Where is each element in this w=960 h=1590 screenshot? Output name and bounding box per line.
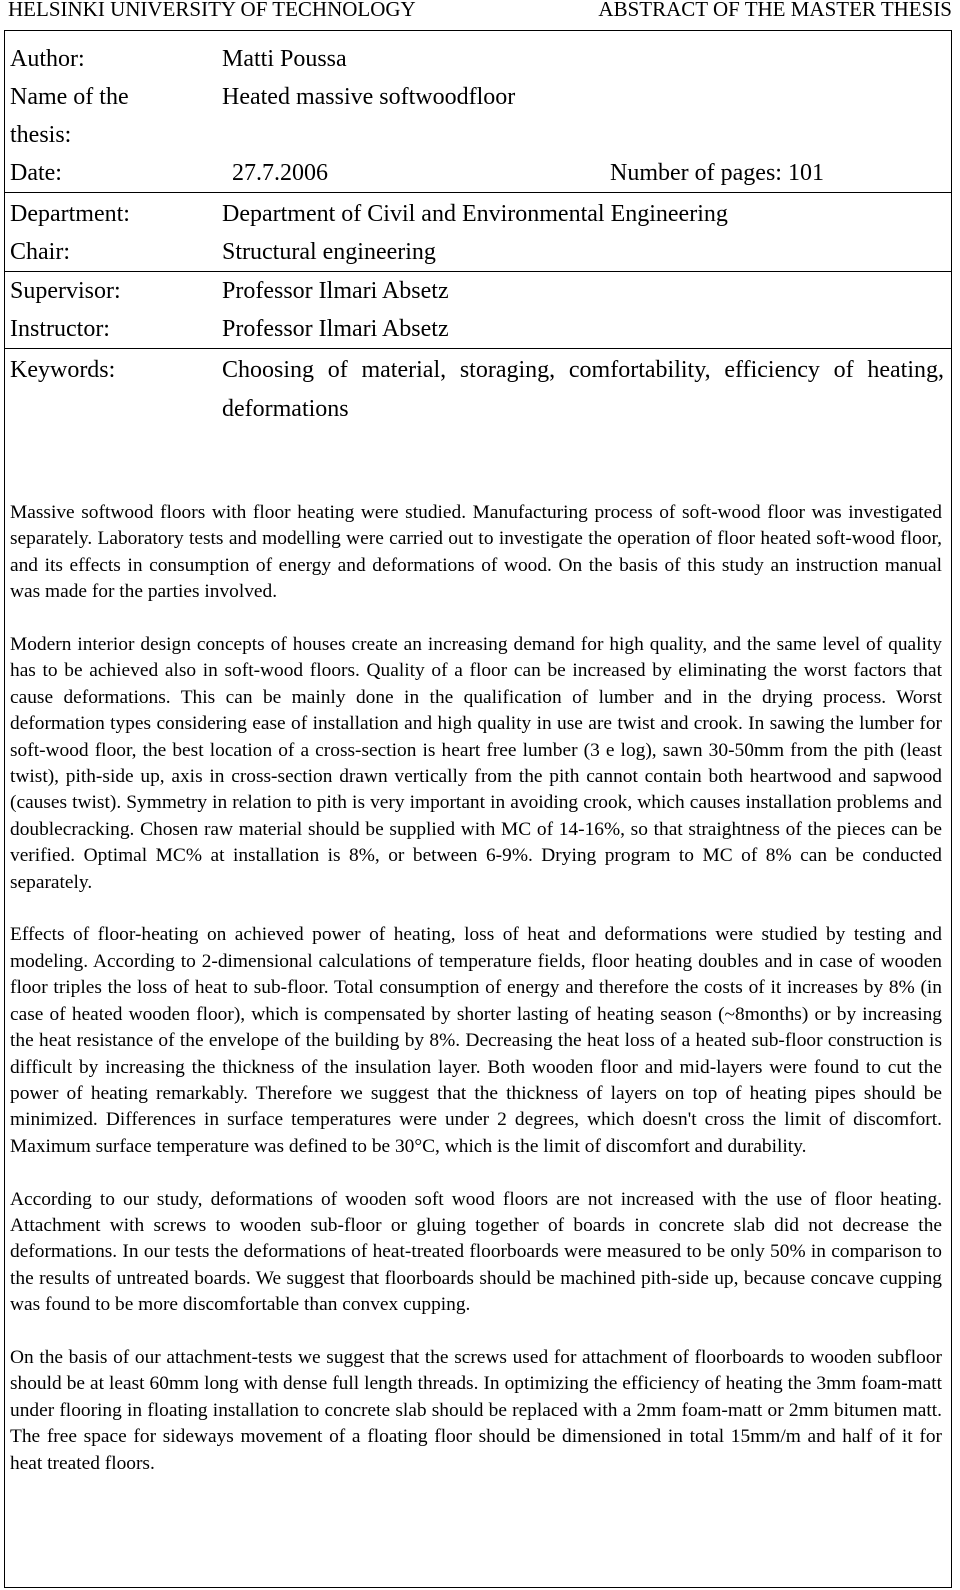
title-value: Heated massive softwoodfloor [222, 84, 516, 110]
keywords-label: Keywords: [10, 357, 116, 383]
instructor-label: Instructor: [10, 316, 110, 342]
title-row-cont [4, 116, 952, 154]
author-row [4, 40, 952, 78]
divider [4, 348, 952, 349]
chair-label: Chair: [10, 239, 70, 265]
date-value: 27.7.2006 [232, 160, 328, 186]
date-row [4, 154, 952, 192]
divider [4, 192, 952, 193]
title-label-cont: thesis: [10, 122, 72, 148]
abstract-paragraph: Massive softwood floors with floor heating were studied. Manufacturing process of soft-wood floor was investigated separately. Laboratory tests and modelling were carried out to investigate the operation of floor heated soft-wood floor, and its effects in consumption of energy and deformations of wood. On the basis of this study an instruction manual was made for the parties involved. [10, 502, 942, 603]
title-row [4, 78, 952, 116]
abstract-body [10, 500, 942, 1503]
keywords-row [4, 351, 952, 431]
keywords-value: Choosing of material, storaging, comfortability, efficiency of heating, deformations [222, 357, 944, 422]
department-row [4, 195, 952, 233]
author-label: Author: [10, 46, 85, 72]
thesis-metadata [4, 30, 952, 431]
supervisor-row [4, 272, 952, 310]
abstract-paragraph: Effects of floor-heating on achieved power of heating, loss of heat and deformations were studied by testing and modeling. According to 2-dimensional calculations of temperature fields, floor heating doubles and in case of wooden floor triples the loss of heat to sub-floor. Total consumption of energy and therefore the costs of it increases by 8% (in case of heated wooden floor), which is compensated by shorter lasting of heating season (~8months) or by increasing the heat resistance of the envelope of the building by 8%. Decreasing the heat loss of a heated sub-floor construction is difficult by increasing the thickness of the insulation layer. Both wooden floor and mid-layers were found to cut the power of heating remarkably. Therefore we suggest that the thickness of layers on top of heating pipes should be minimized. Differences in surface temperatures were under 2 degrees, which doesn't cross the limit of discomfort. Maximum surface temperature was defined to be 30°C, which is the limit of discomfort and durability. [10, 924, 942, 1157]
supervisor-value: Professor Ilmari Absetz [222, 278, 449, 304]
page-count: Number of pages: 101 [610, 160, 824, 186]
page-header [8, 0, 952, 24]
chair-row [4, 233, 952, 271]
abstract-paragraph: According to our study, deformations of wooden soft wood floors are not increased with the use of floor heating. Attachment with screws to wooden sub-floor or gluing together of boards in concrete slab did not decrease the deformations. In our tests the deformations of heat-treated floorboards were measured to be only 50% in comparison to the results of untreated boards. We suggest that floorboards should be machined pith-side up, because concave cupping was found to be more discomfortable than convex cupping. [10, 1188, 942, 1316]
department-label: Department: [10, 201, 130, 227]
supervisor-label: Supervisor: [10, 278, 121, 304]
abstract-paragraph: On the basis of our attachment-tests we suggest that the screws used for attachment of floorboards to wooden subfloor should be at least 60mm long with dense full length threads. In optimizing the efficiency of heating the 3mm foam-matt under flooring in floating installation to concrete slab should be replaced with a 2mm foam-matt or 2mm bitumen matt. The free space for sideways movement of a floating floor should be dimensioned in total 15mm/m and half of it for heat treated floors. [10, 1346, 942, 1474]
chair-value: Structural engineering [222, 239, 436, 265]
abstract-paragraph: Modern interior design concepts of houses create an increasing demand for high quality, and the same level of quality has to be achieved also in soft-wood floors. Quality of a floor can be increased by eliminating the worst factors that cause deformations. This can be mainly done in the qualification of lumber and in the drying process. Worst deformation types considering ease of installation and high quality in use are twist and crook. In sawing the lumber for soft-wood floor, the best location of a cross-section is heart free lumber (3 e log), sawn 30-50mm from the pith (least twist), pith-side up, axis in cross-section drawn vertically from the pith cannot contain both heartwood and sapwood (causes twist). Symmetry in relation to pith is very important in avoiding crook, which causes installation problems and doublecracking. Chosen raw material should be supplied with MC of 14-16%, so that straightness of the pieces can be verified. Optimal MC% at installation is 8%, or between 6-9%. Drying program to MC of 8% can be conducted separately. [10, 634, 942, 893]
department-value: Department of Civil and Environmental Engineering [222, 201, 728, 227]
title-label: Name of the [10, 84, 129, 110]
university-name: HELSINKI UNIVERSITY OF TECHNOLOGY [8, 0, 416, 21]
author-value: Matti Poussa [222, 46, 347, 72]
date-label: Date: [10, 160, 62, 186]
instructor-row [4, 310, 952, 348]
instructor-value: Professor Ilmari Absetz [222, 316, 449, 342]
document-type: ABSTRACT OF THE MASTER THESIS [598, 0, 952, 21]
